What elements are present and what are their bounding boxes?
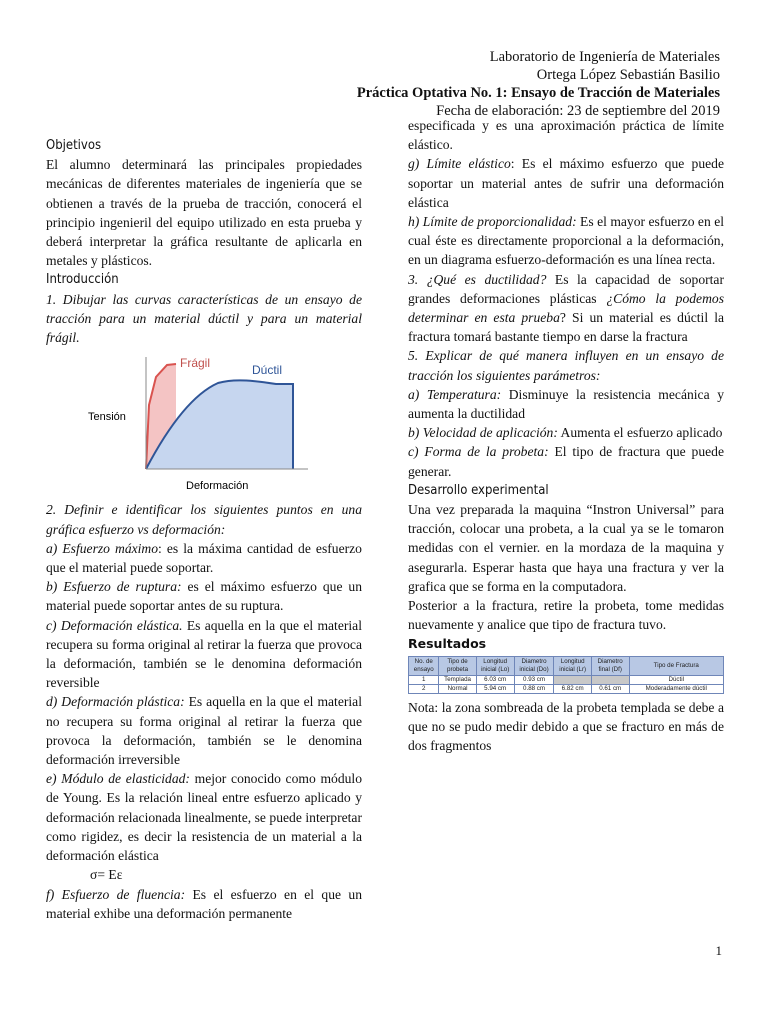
series-label-ductil: Dúctil	[252, 363, 283, 378]
right-column	[408, 116, 724, 755]
objetivos-heading: Objetivos	[46, 138, 102, 153]
table-cell: 6.03 cm	[476, 675, 514, 684]
col-header: Diametro inicial (Do)	[514, 656, 554, 675]
col-header: Longitud inicial (Lo)	[476, 656, 514, 675]
col-header: Tipo de Fractura	[629, 656, 724, 675]
question-2: 2. Definir e identificar los siguientes puntos en una gráfica esfuerzo vs deformación:	[46, 502, 362, 537]
x-axis-label: Deformación	[186, 480, 249, 493]
col-header: No. de ensayo	[409, 656, 439, 675]
document-header	[357, 48, 720, 120]
results-note: Nota: la zona sombreada de la probeta templada se debe a que no se pudo medir debido a que se fracturo en más de dos fragmentos	[408, 699, 724, 754]
objetivos-paragraph: El alumno determinará las principales propiedades mecánicas de diferentes materiales de ingeniería que se obtienen a través de la prueba de tracción, conocerá el principio ingenieril del equipo utilizado en esta prueba y deberá interpretar la gráfica resultante de aplicarla en metales y plásticos.	[46, 157, 362, 269]
y-axis-label: Tensión	[88, 411, 126, 424]
question-1: 1. Dibujar las curvas características de un ensayo de tracción para un material dúctil y para un material frágil.	[46, 291, 362, 346]
resultados-heading: Resultados	[408, 636, 487, 652]
table-cell: 5.94 cm	[476, 684, 514, 693]
table-cell: Moderadamente dúctil	[629, 684, 724, 693]
introduccion-heading: Introducción	[46, 272, 119, 288]
col-header: Tipo de probeta	[439, 656, 476, 675]
question-5: 5. Explicar de qué manera influyen en un ensayo de tracción los siguientes parámetros:	[408, 348, 724, 383]
param-c: c) Forma de la probeta: El tipo de fractura que puede generar.	[408, 444, 724, 479]
table-cell: Dúctil	[629, 675, 724, 684]
item-g: g) Límite elástico: Es el máximo esfuerzo que puede soportar un material antes de sufrir una deformación elástica	[408, 156, 724, 210]
param-a: a) Temperatura: Disminuye la resistencia mecánica y aumenta la ductilidad	[408, 386, 724, 422]
table-cell: Templada	[439, 675, 476, 684]
author-name: Ortega López Sebastián Basilio	[536, 67, 720, 83]
shaded-cell	[554, 675, 591, 684]
item-c: c) Deformación elástica. Es aquella en la que el material recupera su forma original al retirar la fuerza que provoca la deformación, también se le denomina deformación reversible	[46, 617, 362, 691]
table-cell: 0.88 cm	[514, 684, 554, 693]
item-f: f) Esfuerzo de fluencia: Es el esfuerzo en el que un material exhibe una deformación permanente	[46, 886, 362, 921]
item-e: e) Módulo de elasticidad: mejor conocido como módulo de Young. Es la relación lineal entre esfuerzo aplicado y deformación relacionada linealmente, se puede interpretar como rigidez, es decir la resistencia de un material a la deformación elástica	[46, 771, 362, 864]
col-header: Longitud inicial (Lr)	[554, 656, 591, 675]
lab-title: Laboratorio de Ingeniería de Materiales	[489, 49, 720, 65]
item-d: d) Deformación plástica: Es aquella en la que el material no recupera su forma original al retirar la fuerza que provoca la deformación, también se le denomina deformación irreversible	[46, 694, 362, 768]
question-3: 3. ¿Qué es ductilidad? Es la capacidad de soportar grandes deformaciones plásticas ¿Cómo la podemos determinar en esta prueba? Si un material es dúctil la fractura tomará bastante tiempo en darse la fractura	[408, 271, 724, 345]
page-number: 1	[715, 943, 722, 958]
table-header-row	[409, 656, 724, 675]
continuation-text: especificada y es una aproximación práctica de límite elástico.	[408, 118, 724, 153]
elaboration-date: Fecha de elaboración: 23 de septiembre del 2019	[436, 103, 720, 119]
results-table	[408, 656, 724, 694]
col-header: Diametro final (Df)	[591, 656, 629, 675]
table-cell: 0.93 cm	[514, 675, 554, 684]
table-cell: Normal	[439, 684, 476, 693]
item-a: a) Esfuerzo máximo: es la máxima cantidad de esfuerzo que el material puede soportar.	[46, 540, 362, 576]
stress-strain-chart	[46, 351, 362, 493]
desarrollo-paragraph-2: Posterior a la fractura, retire la probeta, tome medidas nuevamente y analice que tipo de fractura tuvo.	[408, 598, 724, 633]
youngs-formula: σ= Eε	[90, 867, 123, 883]
left-column	[46, 136, 362, 923]
param-b: b) Velocidad de aplicación: Aumenta el esfuerzo aplicado	[408, 425, 723, 441]
table-cell: 0.61 cm	[591, 684, 629, 693]
desarrollo-heading: Desarrollo experimental	[408, 482, 549, 498]
item-b: b) Esfuerzo de ruptura: es el máximo esfuerzo que un material puede soportar antes de su ruptura.	[46, 579, 363, 614]
table-cell: 6.82 cm	[554, 684, 591, 693]
table-row	[409, 684, 724, 693]
table-cell: 2	[409, 684, 439, 693]
series-label-fragil: Frágil	[180, 356, 211, 371]
table-row	[409, 675, 724, 684]
table-cell: 1	[409, 675, 439, 684]
shaded-cell	[591, 675, 629, 684]
item-h: h) Límite de proporcionalidad: Es el mayor esfuerzo en el cual éste es directamente proporcional a la deformación, en un diagrama esfuerzo-deformación es una línea recta.	[408, 214, 725, 268]
practice-title: Práctica Optativa No. 1: Ensayo de Tracción de Materiales	[356, 85, 720, 101]
desarrollo-paragraph-1: Una vez preparada la maquina “Instron Universal” para tracción, colocar una probeta, a la cual ya se le tomaron medidas con el vernier. en la mordaza de la maquina y asegurarla. Esperar hasta que haya una fractura y ver la grafica que se forma en la computadora.	[408, 502, 724, 594]
